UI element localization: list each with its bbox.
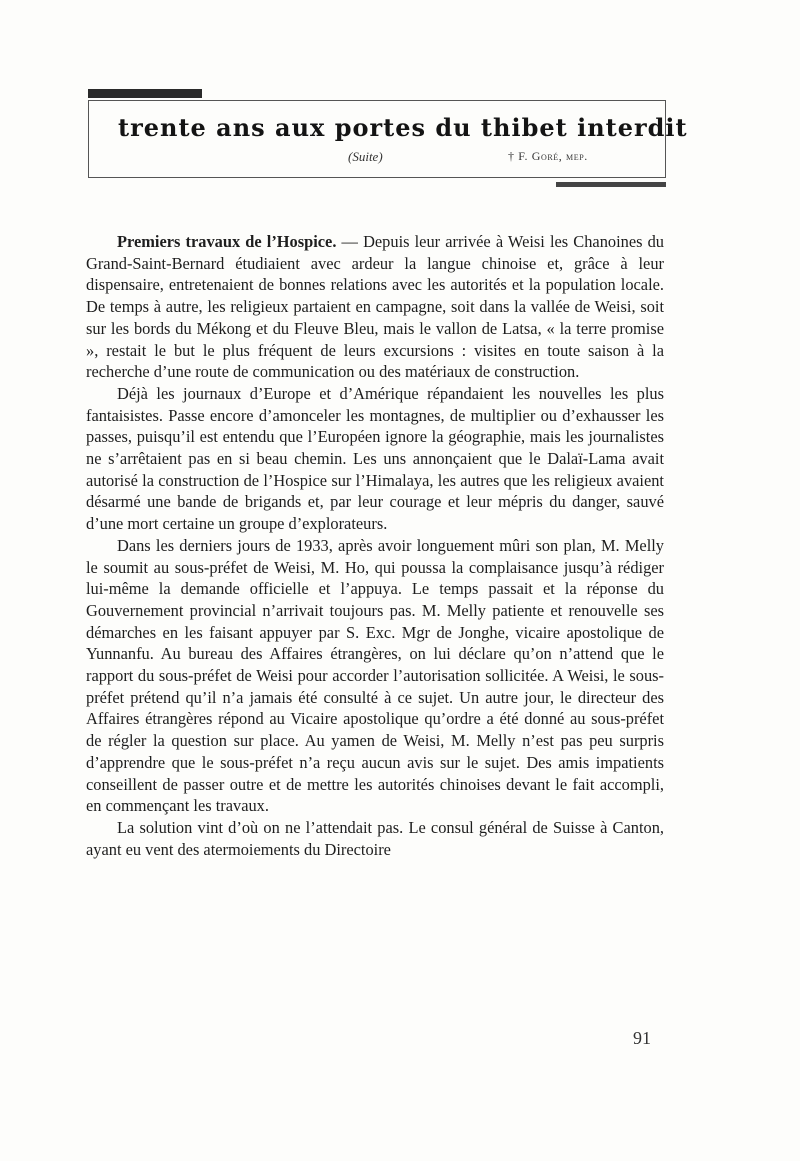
article-body — [86, 231, 664, 860]
author-line — [508, 149, 588, 164]
page-number: 91 — [633, 1028, 651, 1048]
paragraph-text: Dans les derniers jours de 1933, après avoir longuement mûri son plan, M. Melly le soumit au sous-préfet de Weisi, M. Ho, qui poussa la complaisance jusqu’à rédiger lui-même la demande officielle et l’appuya. Le temps passait et la réponse du Gouvernement provincial n’arrivait toujours pas. M. Melly patiente et renouvelle ses démarches en les faisant appuyer par S. Exc. Mgr de Jonghe, vicaire apostolique de Yunnanfu. Au bureau des Affaires étrangères, on lui déclare qu’on n’attend que le rapport du sous-préfet de Weisi pour accorder l’autorisation sollicitée. A Weisi, le sous-préfet prétend qu’il n’a jamais été consulté à ce sujet. Un autre jour, le directeur des Affaires étrangères répond au Vicaire apostolique qu’ordre a été donné au sous-préfet de régler la question sur place. Au yamen de Weisi, M. Melly n’est pas peu surpris d’apprendre que le sous-préfet n’a reçu aucun avis sur le sujet. Des amis impatients conseillent de passer outre et de mettre les autorités chinoises devant le fait accompli, en commençant les travaux. — [86, 535, 664, 816]
paragraph — [86, 383, 664, 535]
author-name: F. Goré, mep. — [518, 149, 588, 163]
paragraph-text: La solution vint d’où on ne l’attendait pas. Le consul général de Suisse à Canton, ayant eu vent des atermoiements du Directoire — [86, 817, 664, 859]
paragraph-lead: Premiers travaux de l’Hospice. — [117, 232, 337, 251]
paragraph — [86, 535, 664, 817]
title-decorative-bar-bottom — [556, 182, 666, 187]
paragraph — [86, 231, 664, 383]
paragraph-text: — Depuis leur arrivée à Weisi les Chanoines du Grand-Saint-Bernard étudiaient avec ardeur la langue chinoise et, grâce à leur dispensaire, entretenaient de bonnes relations avec les autorités et la population locale. De temps à autre, les religieux partaient en campagne, soit dans la vallée de Weisi, soit sur les bords du Mékong et du Fleuve Bleu, mais le vallon de Latsa, « la terre promise », restait le but le plus fréquent de leurs excursions : visites en toute saison à la recherche d’une route de communication ou des matériaux de construction. — [86, 232, 664, 382]
cross-symbol: † — [508, 149, 515, 163]
title-decorative-bar-top — [88, 89, 202, 98]
suite-label: (Suite) — [348, 149, 383, 164]
article-title: trente ans aux portes du thibet interdit — [118, 113, 688, 142]
paragraph-text: Déjà les journaux d’Europe et d’Amérique répandaient les nouvelles les plus fantaisistes. Passe encore d’amonceler les montagnes, de multiplier ou d’exhausser les passes, puisqu’il est entendu que l’Européen ignore la géographie, mais les journalistes ne s’arrêtaient pas en si beau chemin. Les uns annonçaient que le Dalaï-Lama avait autorisé la construction de l’Hospice sur l’Himalaya, les autres que les religieux avaient désarmé une bande de brigands et, par leur courage et leur mépris du danger, sauvé d’une mort certaine un groupe d’explorateurs. — [86, 383, 664, 534]
paragraph — [86, 817, 664, 860]
